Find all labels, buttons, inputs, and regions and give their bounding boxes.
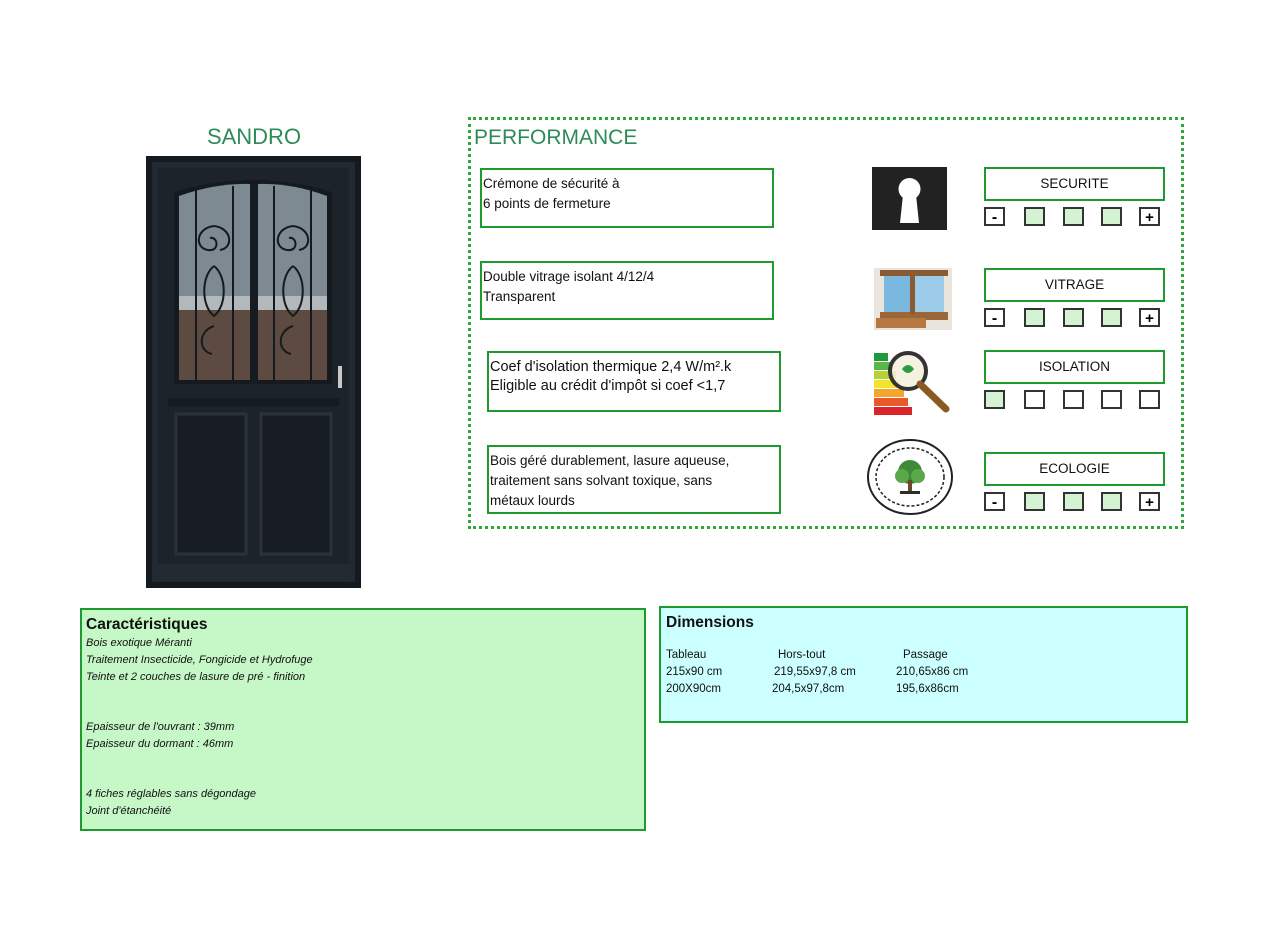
- glazing-label: VITRAGE: [984, 268, 1165, 302]
- glazing-rating: [984, 308, 1166, 330]
- insulation-label: ISOLATION: [984, 350, 1165, 384]
- product-title: SANDRO: [206, 124, 302, 149]
- characteristic-item: Joint d'étanchéité: [86, 805, 172, 817]
- dimensions-column-header: Hors-tout: [778, 649, 826, 661]
- rating-square-filled: [1024, 492, 1045, 511]
- dimensions-title: Dimensions: [666, 614, 754, 631]
- eco-tree-seal-icon: [866, 438, 954, 516]
- ecology-description-line: métaux lourds: [490, 493, 575, 508]
- rating-decrease-button[interactable]: -: [984, 492, 1005, 511]
- characteristic-item: Epaisseur de l'ouvrant : 39mm: [86, 721, 235, 733]
- glazing-description-line: Double vitrage isolant 4/12/4: [483, 269, 655, 284]
- dimensions-header-row: [666, 649, 1181, 666]
- ecology-description: [487, 445, 781, 514]
- performance-title: PERFORMANCE: [474, 126, 638, 149]
- rating-square-empty: [1024, 390, 1045, 409]
- dimensions-cell: 200X90cm: [666, 683, 721, 695]
- characteristics-panel: [80, 608, 646, 831]
- dimensions-cell: 210,65x86 cm: [896, 666, 969, 678]
- rating-square-empty: [1101, 390, 1122, 409]
- energy-magnifier-icon: [872, 347, 952, 417]
- ecology-label: ECOLOGIE: [984, 452, 1165, 486]
- rating-square-filled: [1101, 492, 1122, 511]
- dimensions-cell: 219,55x97,8 cm: [774, 666, 856, 678]
- dimensions-column-header: Passage: [903, 649, 948, 661]
- rating-increase-button[interactable]: +: [1139, 207, 1160, 226]
- dimensions-row: [666, 666, 1181, 683]
- characteristic-item: Teinte et 2 couches de lasure de pré - finition: [86, 671, 306, 683]
- door-photo: [146, 156, 361, 588]
- glazing-description-line: Transparent: [483, 289, 556, 304]
- rating-square-filled: [1024, 207, 1045, 226]
- characteristic-item: 4 fiches réglables sans dégondage: [86, 788, 257, 800]
- window-glazing-icon: [874, 268, 952, 330]
- security-description: [480, 168, 774, 228]
- security-description-line: 6 points de fermeture: [483, 196, 611, 211]
- rating-square-filled: [1063, 308, 1084, 327]
- ecology-description-line: traitement sans solvant toxique, sans: [490, 473, 713, 488]
- characteristics-title: Caractéristiques: [86, 616, 208, 633]
- characteristic-item: Epaisseur du dormant : 46mm: [86, 738, 234, 750]
- rating-decrease-button[interactable]: -: [984, 207, 1005, 226]
- rating-square-filled: [984, 390, 1005, 409]
- dimensions-panel: [659, 606, 1188, 723]
- dimensions-cell: 215x90 cm: [666, 666, 723, 678]
- rating-square-filled: [1024, 308, 1045, 327]
- dimensions-cell: 195,6x86cm: [896, 683, 959, 695]
- rating-square-empty: [1063, 390, 1084, 409]
- dimensions-cell: 204,5x97,8cm: [772, 683, 845, 695]
- ecology-rating: [984, 492, 1166, 514]
- insulation-description: [487, 351, 781, 412]
- insulation-description-line: Coef d'isolation thermique 2,4 W/m².k: [490, 359, 732, 375]
- security-label: SECURITE: [984, 167, 1165, 201]
- characteristic-item: Bois exotique Méranti: [86, 637, 192, 649]
- rating-increase-button[interactable]: +: [1139, 308, 1160, 327]
- ecology-description-line: Bois géré durablement, lasure aqueuse,: [490, 453, 730, 468]
- rating-decrease-button[interactable]: -: [984, 308, 1005, 327]
- dimensions-column-header: Tableau: [666, 649, 707, 661]
- security-rating: [984, 207, 1166, 229]
- rating-square-filled: [1063, 492, 1084, 511]
- dimensions-row: [666, 683, 1181, 700]
- rating-square-filled: [1101, 308, 1122, 327]
- rating-square-empty: [1139, 390, 1160, 409]
- rating-square-filled: [1101, 207, 1122, 226]
- security-description-line: Crémone de sécurité à: [483, 176, 620, 191]
- rating-increase-button[interactable]: +: [1139, 492, 1160, 511]
- insulation-rating: [984, 390, 1166, 412]
- glazing-description: [480, 261, 774, 320]
- insulation-description-line: Eligible au crédit d'impôt si coef <1,7: [490, 378, 726, 394]
- keyhole-icon: [872, 167, 947, 230]
- rating-square-filled: [1063, 207, 1084, 226]
- characteristic-item: Traitement Insecticide, Fongicide et Hydrofuge: [86, 654, 313, 666]
